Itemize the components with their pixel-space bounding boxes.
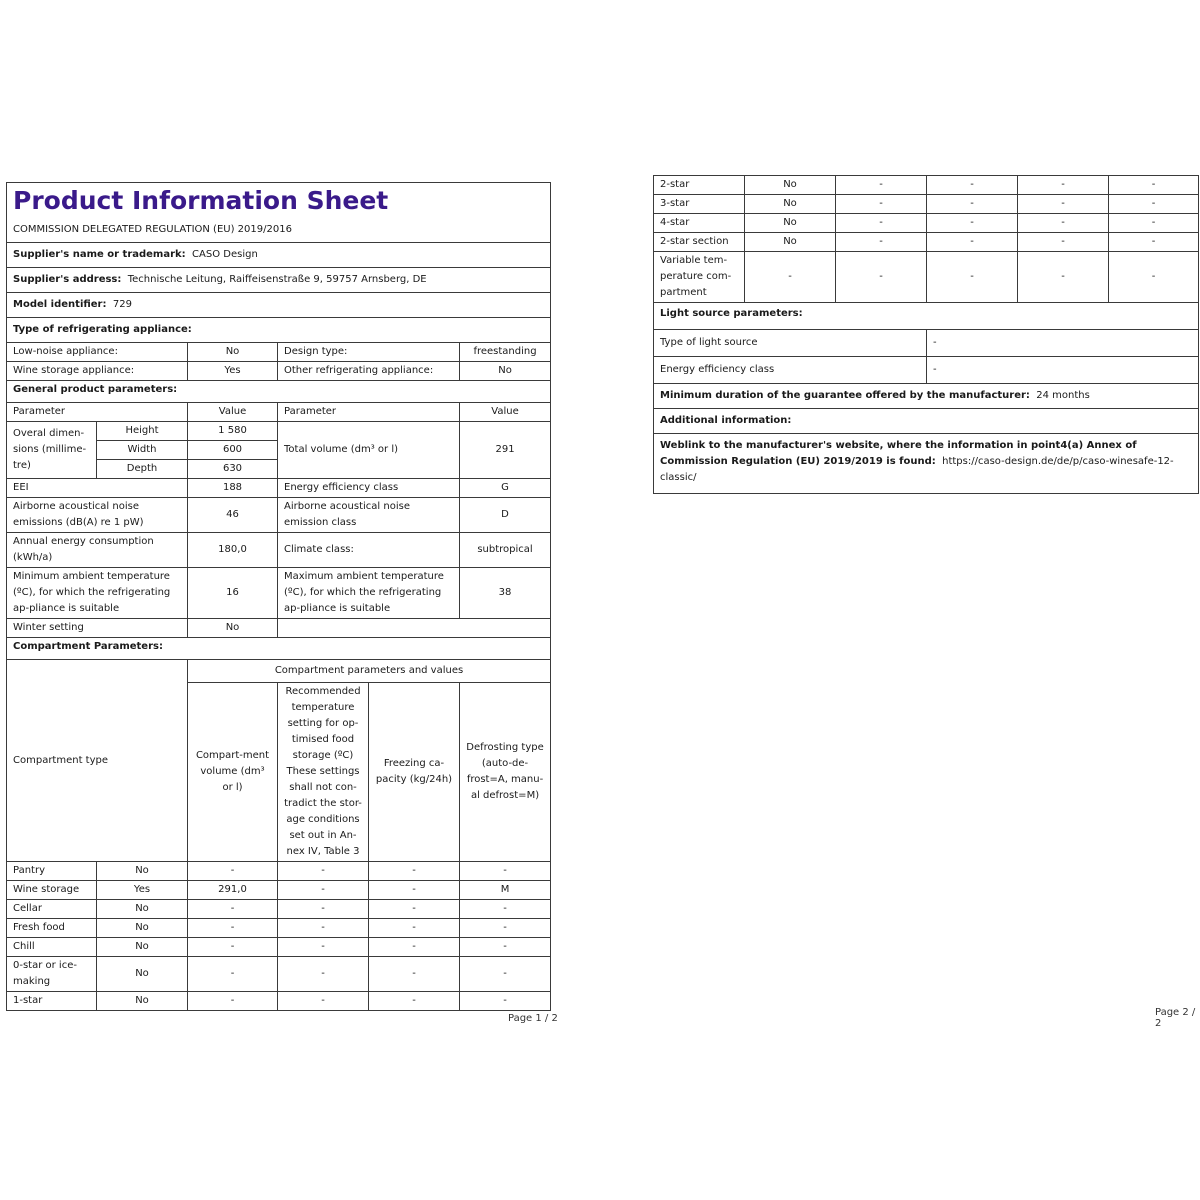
compartment-name: 2-star section bbox=[654, 233, 745, 252]
general-label: Energy efficiency class bbox=[278, 479, 460, 498]
compartment-volume: - bbox=[836, 176, 927, 195]
light-header: Light source parameters: bbox=[654, 303, 1199, 330]
dimension-row bbox=[7, 422, 551, 441]
compartment-freeze: - bbox=[369, 957, 460, 992]
compartment-present: - bbox=[745, 252, 836, 303]
general-value: 180,0 bbox=[188, 533, 278, 568]
col-defrost-header: Defrosting type (auto-de-frost=A, manu-al defrost=M) bbox=[460, 683, 551, 862]
value-col-header: Value bbox=[460, 403, 551, 422]
compartment-name: 3-star bbox=[654, 195, 745, 214]
compartment-volume: - bbox=[836, 252, 927, 303]
compartment-present: No bbox=[97, 992, 188, 1011]
general-label: Climate class: bbox=[278, 533, 460, 568]
compartment-freeze: - bbox=[369, 992, 460, 1011]
height-value: 1 580 bbox=[188, 422, 278, 441]
empty-cell bbox=[278, 619, 551, 638]
compartment-row bbox=[654, 176, 1199, 195]
compartment-name: 4-star bbox=[654, 214, 745, 233]
type-value-2: freestanding bbox=[460, 343, 551, 362]
width-label: Width bbox=[97, 441, 188, 460]
page2-table bbox=[653, 175, 1199, 494]
depth-value: 630 bbox=[188, 460, 278, 479]
compartment-group-label: Compartment parameters and values bbox=[188, 660, 551, 683]
compartment-name: Wine storage bbox=[7, 881, 97, 900]
compartment-temp: - bbox=[278, 919, 369, 938]
compartment-defrost: - bbox=[460, 900, 551, 919]
page-title: Product Information Sheet bbox=[13, 186, 389, 215]
general-label: Airborne acoustical noise emission class bbox=[278, 498, 460, 533]
general-label: Annual energy consumption (kWh/a) bbox=[7, 533, 188, 568]
type-value-1: Yes bbox=[188, 362, 278, 381]
compartment-row bbox=[7, 862, 551, 881]
compartment-row bbox=[654, 214, 1199, 233]
type-label-2: Other refrigerating appliance: bbox=[278, 362, 460, 381]
compartment-freeze: - bbox=[369, 862, 460, 881]
supplier-label: Supplier's name or trademark: bbox=[13, 249, 186, 260]
compartment-present: No bbox=[745, 233, 836, 252]
compartment-defrost: - bbox=[460, 992, 551, 1011]
compartment-temp: - bbox=[278, 938, 369, 957]
weblink-label: Weblink to the manufacturer's website, where the information in point4(a) Annex of Commission Regulation (EU) 2019/2019 is found: bbox=[660, 440, 1137, 467]
compartment-present: No bbox=[745, 214, 836, 233]
light-value: - bbox=[927, 357, 1199, 384]
compartment-defrost: - bbox=[460, 957, 551, 992]
compartment-type-label: Compartment type bbox=[7, 660, 188, 862]
light-label: Type of light source bbox=[654, 330, 927, 357]
general-header: General product parameters: bbox=[7, 381, 551, 403]
title-cell bbox=[7, 183, 551, 243]
compartment-present: No bbox=[97, 862, 188, 881]
compartment-volume: - bbox=[836, 233, 927, 252]
col-freeze-header: Freezing ca-pacity (kg/24h) bbox=[369, 683, 460, 862]
compartment-row bbox=[654, 195, 1199, 214]
weblink-row bbox=[654, 434, 1199, 494]
height-label: Height bbox=[97, 422, 188, 441]
compartment-present: No bbox=[97, 938, 188, 957]
guarantee-label: Minimum duration of the guarantee offered by the manufacturer: bbox=[660, 390, 1030, 401]
compartment-freeze: - bbox=[369, 881, 460, 900]
product-info-table bbox=[6, 182, 551, 1011]
type-label-2: Design type: bbox=[278, 343, 460, 362]
page-2 bbox=[653, 175, 1198, 494]
dimensions-label: Overal dimen-sions (millime-tre) bbox=[7, 422, 97, 479]
volume-label: Total volume (dm³ or l) bbox=[278, 422, 460, 479]
compartment-volume: - bbox=[188, 919, 278, 938]
regulation-text: COMMISSION DELEGATED REGULATION (EU) 2019/2016 bbox=[13, 224, 292, 235]
page-number-1: Page 1 / 2 bbox=[508, 1013, 558, 1024]
light-row bbox=[654, 357, 1199, 384]
supplier-row bbox=[7, 243, 551, 268]
type-label-1: Wine storage appliance: bbox=[7, 362, 188, 381]
light-value: - bbox=[927, 330, 1199, 357]
compartment-row bbox=[7, 919, 551, 938]
general-value: 46 bbox=[188, 498, 278, 533]
compartment-row bbox=[7, 957, 551, 992]
compartment-present: No bbox=[745, 195, 836, 214]
compartment-temp: - bbox=[927, 176, 1018, 195]
general-value: 188 bbox=[188, 479, 278, 498]
compartment-name: Variable tem-perature com-partment bbox=[654, 252, 745, 303]
compartment-freeze: - bbox=[1018, 233, 1109, 252]
type-header: Type of refrigerating appliance: bbox=[7, 318, 551, 343]
type-value-1: No bbox=[188, 343, 278, 362]
address-row bbox=[7, 268, 551, 293]
general-value: G bbox=[460, 479, 551, 498]
compartment-defrost: - bbox=[1109, 176, 1199, 195]
compartment-present: Yes bbox=[97, 881, 188, 900]
winter-row bbox=[7, 619, 551, 638]
additional-header: Additional information: bbox=[654, 409, 1199, 434]
value-col-header: Value bbox=[188, 403, 278, 422]
col-temp-header: Recommended temperature setting for op-timised food storage (ºC) These settings shall not con-tradict the stor-age conditions set out in An-nex IV, Table 3 bbox=[278, 683, 369, 862]
general-value: 16 bbox=[188, 568, 278, 619]
type-label-1: Low-noise appliance: bbox=[7, 343, 188, 362]
general-label: EEI bbox=[7, 479, 188, 498]
guarantee-value: 24 months bbox=[1036, 390, 1090, 401]
compartment-row bbox=[7, 881, 551, 900]
light-row bbox=[654, 330, 1199, 357]
compartment-temp: - bbox=[927, 233, 1018, 252]
compartment-temp: - bbox=[278, 900, 369, 919]
compartment-row bbox=[7, 938, 551, 957]
compartment-freeze: - bbox=[1018, 214, 1109, 233]
compartment-temp: - bbox=[927, 214, 1018, 233]
depth-label: Depth bbox=[97, 460, 188, 479]
compartment-defrost: - bbox=[1109, 195, 1199, 214]
compartment-defrost: - bbox=[460, 938, 551, 957]
light-label: Energy efficiency class bbox=[654, 357, 927, 384]
weblink-value[interactable]: https://caso-design.de/de/p/caso-winesafe-12-classic/ bbox=[660, 456, 1174, 483]
compartment-volume: - bbox=[836, 195, 927, 214]
compartment-freeze: - bbox=[369, 900, 460, 919]
compartment-volume: - bbox=[188, 938, 278, 957]
general-value: D bbox=[460, 498, 551, 533]
compartment-temp: - bbox=[927, 195, 1018, 214]
compartment-row bbox=[7, 900, 551, 919]
general-value: subtropical bbox=[460, 533, 551, 568]
compartment-defrost: - bbox=[1109, 214, 1199, 233]
compartment-present: No bbox=[97, 919, 188, 938]
compartment-freeze: - bbox=[1018, 176, 1109, 195]
compartment-name: 2-star bbox=[654, 176, 745, 195]
general-value: 38 bbox=[460, 568, 551, 619]
compartment-freeze: - bbox=[1018, 252, 1109, 303]
compartment-name: Pantry bbox=[7, 862, 97, 881]
compartment-present: No bbox=[97, 900, 188, 919]
compartment-name: Fresh food bbox=[7, 919, 97, 938]
compartment-defrost: - bbox=[1109, 233, 1199, 252]
compartment-temp: - bbox=[278, 881, 369, 900]
volume-value: 291 bbox=[460, 422, 551, 479]
compartment-name: Cellar bbox=[7, 900, 97, 919]
compartment-name: Chill bbox=[7, 938, 97, 957]
compartment-defrost: - bbox=[460, 862, 551, 881]
compartment-temp: - bbox=[278, 862, 369, 881]
page-1 bbox=[6, 182, 550, 1011]
compartment-name: 1-star bbox=[7, 992, 97, 1011]
winter-label: Winter setting bbox=[7, 619, 188, 638]
param-col-header: Parameter bbox=[278, 403, 460, 422]
compartment-head-row bbox=[7, 660, 551, 683]
param-col-header: Parameter bbox=[7, 403, 188, 422]
compartment-defrost: M bbox=[460, 881, 551, 900]
supplier-value: CASO Design bbox=[192, 249, 258, 260]
compartment-temp: - bbox=[278, 992, 369, 1011]
compartment-defrost: - bbox=[460, 919, 551, 938]
general-label: Maximum ambient temperature (ºC), for which the refrigerating ap-pliance is suitable bbox=[278, 568, 460, 619]
model-row bbox=[7, 293, 551, 318]
compartment-present: No bbox=[745, 176, 836, 195]
general-label: Airborne acoustical noise emissions (dB(A) re 1 pW) bbox=[7, 498, 188, 533]
model-value: 729 bbox=[112, 299, 132, 310]
compartment-volume: 291,0 bbox=[188, 881, 278, 900]
param-header-row bbox=[7, 403, 551, 422]
guarantee-row bbox=[654, 384, 1199, 409]
winter-value: No bbox=[188, 619, 278, 638]
compartment-freeze: - bbox=[1018, 195, 1109, 214]
model-label: Model identifier: bbox=[13, 299, 107, 310]
compartment-freeze: - bbox=[369, 938, 460, 957]
compartment-temp: - bbox=[927, 252, 1018, 303]
compartment-volume: - bbox=[188, 992, 278, 1011]
compartment-header: Compartment Parameters: bbox=[7, 638, 551, 660]
general-row bbox=[7, 479, 551, 498]
col-volume-header: Compart-ment volume (dm³ or l) bbox=[188, 683, 278, 862]
compartment-present: No bbox=[97, 957, 188, 992]
width-value: 600 bbox=[188, 441, 278, 460]
compartment-volume: - bbox=[188, 862, 278, 881]
compartment-name: 0-star or ice-making bbox=[7, 957, 97, 992]
compartment-volume: - bbox=[836, 214, 927, 233]
compartment-volume: - bbox=[188, 900, 278, 919]
address-label: Supplier's address: bbox=[13, 274, 122, 285]
compartment-volume: - bbox=[188, 957, 278, 992]
compartment-temp: - bbox=[278, 957, 369, 992]
compartment-row bbox=[7, 992, 551, 1011]
address-value: Technische Leitung, Raiffeisenstraße 9, 59757 Arnsberg, DE bbox=[127, 274, 427, 285]
compartment-row bbox=[654, 233, 1199, 252]
type-value-2: No bbox=[460, 362, 551, 381]
general-row bbox=[7, 533, 551, 568]
compartment-freeze: - bbox=[369, 919, 460, 938]
general-label: Minimum ambient temperature (ºC), for which the refrigerating ap-pliance is suitable bbox=[7, 568, 188, 619]
type-row bbox=[7, 343, 551, 362]
general-row bbox=[7, 498, 551, 533]
type-row bbox=[7, 362, 551, 381]
general-row bbox=[7, 568, 551, 619]
page-number-2: Page 2 / 2 bbox=[1155, 1007, 1196, 1029]
compartment-row bbox=[654, 252, 1199, 303]
compartment-defrost: - bbox=[1109, 252, 1199, 303]
